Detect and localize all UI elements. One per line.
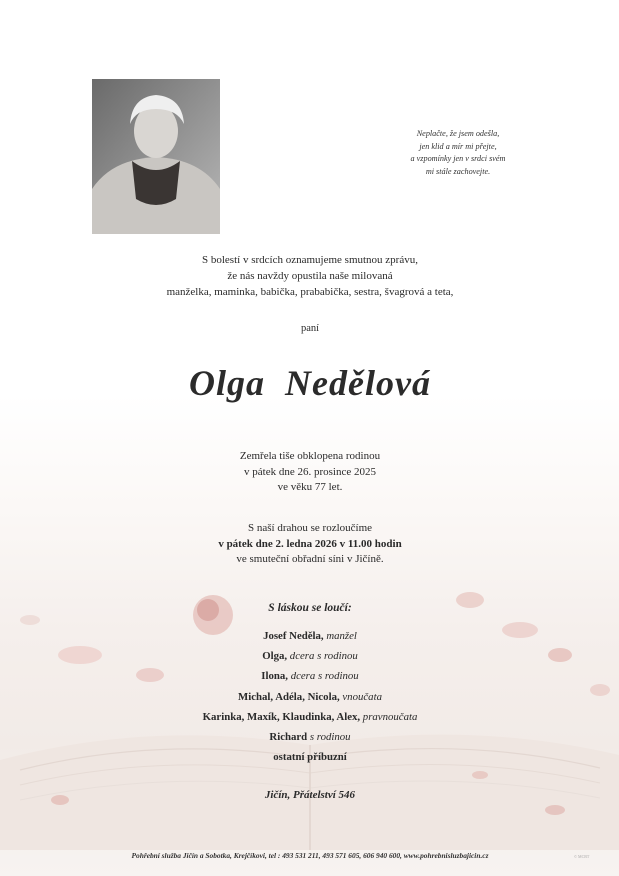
mourner-name: Olga, [262, 650, 288, 663]
address-place: Jičín, Přátelství 546 [264, 789, 356, 801]
mourner-relation: dcera s rodinou [288, 670, 359, 683]
quote-line: Neplačte, že jsem odešla, [416, 129, 500, 138]
funeral-line: S naší drahou se rozloučíme [247, 522, 373, 534]
quote-line: a vzpomínky jen v srdci svém [410, 154, 506, 164]
mourner-name: Josef Neděla, [263, 630, 324, 642]
mourner-row [130, 707, 490, 727]
mourner-name: Ilona, [261, 670, 288, 683]
mourner-row [130, 687, 490, 707]
mourner-row [130, 747, 490, 767]
mourner-name: Michal, Adéla, Nicola, [238, 690, 340, 703]
mourners-title: S láskou se loučí: [268, 602, 352, 614]
quote-line: jen klid a mír mi přejte, [419, 141, 497, 151]
mourner-relation: manžel [323, 630, 357, 642]
announcement-line: manželka, maminka, babička, prababička, sestra, švagrová a teta, [166, 285, 454, 298]
mourner-relation: s rodinou [307, 731, 351, 744]
funeral-venue: ve smuteční obřadní síni v Jičíně. [236, 553, 384, 565]
mourner-row [130, 727, 490, 747]
honorific: paní [300, 323, 320, 334]
announcement-line: že nás navždy opustila naše milovaná [227, 269, 393, 282]
portrait-photo [92, 79, 220, 234]
funeral-service-footer: Pohřební služba Jičín a Sobotka, Krejčíkovi, tel : 493 531 211, 493 571 605, 606 940 600, www.pohrebnisluzbajicin.cz [131, 851, 489, 860]
mourner-row [130, 646, 490, 666]
funeral-details [150, 521, 470, 568]
watermark: © MCBT [574, 854, 590, 859]
announcement-text [120, 253, 500, 300]
memorial-quote [368, 128, 548, 178]
mourner-relation: vnoučata [339, 690, 382, 703]
deceased-name: Olga Nedělová [189, 363, 431, 403]
mourner-row [130, 626, 490, 646]
quote-line: mi stále zachovejte. [425, 166, 491, 176]
mourner-relation: dcera s rodinou [287, 650, 358, 663]
death-details [180, 449, 440, 496]
death-line: v pátek dne 26. prosince 2025 [244, 465, 376, 478]
mourner-row [130, 666, 490, 686]
mourner-name: Karinka, Maxík, Klaudinka, Alex, [202, 710, 361, 723]
funeral-date: v pátek dne 2. ledna 2026 v 11.00 hodin [218, 537, 402, 550]
mourner-relation: pravnoučata [360, 710, 418, 723]
death-line: ve věku 77 let. [277, 481, 343, 493]
death-line: Zemřela tiše obklopena rodinou [239, 450, 381, 462]
mourner-name: ostatní příbuzní [273, 751, 347, 764]
mourner-name: Richard [269, 731, 308, 744]
announcement-line: S bolestí v srdcích oznamujeme smutnou zprávu, [202, 254, 418, 266]
mourners-list [130, 626, 490, 767]
